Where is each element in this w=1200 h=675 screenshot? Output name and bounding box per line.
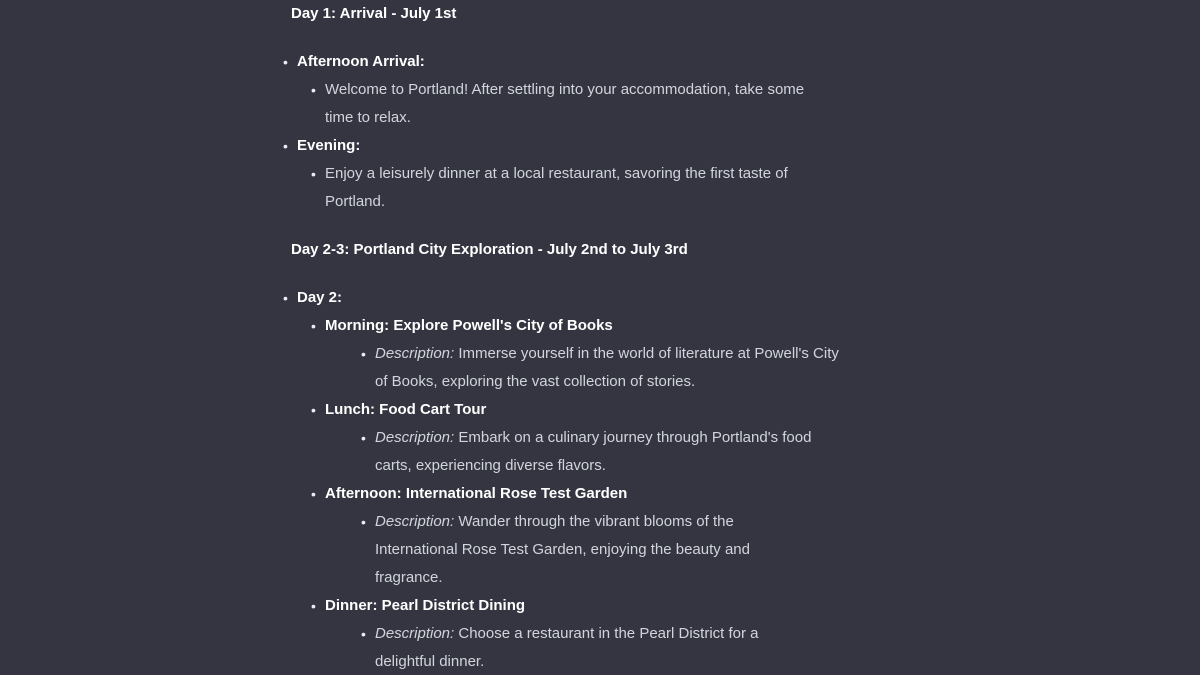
list-item [297,160,821,216]
description-list [325,424,821,480]
sub-list [297,160,821,216]
bullet-icon: • [311,486,316,502]
bullet-icon: • [311,402,316,418]
bullet-icon: • [311,166,316,182]
day2-label: Day 2: [297,289,343,306]
bullet-icon: • [311,82,316,98]
description-text [375,508,795,592]
description-label: Description: [375,429,455,446]
description-list [325,508,821,592]
list-item-evening [283,132,821,216]
description-label: Description: [375,345,455,362]
activity-title: Morning: Explore Powell's City of Books [325,317,613,334]
bullet-icon: • [283,290,288,306]
description-body: Choose a restaurant in the Pearl District for a delightful dinner. [375,625,759,670]
list-item-afternoon-arrival [283,48,821,132]
bullet-icon: • [311,598,316,614]
activity-morning [297,312,839,396]
activity-list [297,312,839,675]
description-list [325,340,839,396]
bullet-icon: • [283,138,288,154]
activity-afternoon [297,480,821,592]
day1-list [283,48,821,216]
activity-title: Afternoon: International Rose Test Garden [325,485,628,502]
item-title: Evening: [297,137,361,154]
activity-title: Dinner: Pearl District Dining [325,597,526,614]
description-item [325,508,821,592]
description-text [375,620,795,675]
day23-heading: Day 2-3: Portland City Exploration - July 2nd to July 3rd [291,241,688,258]
description-text [375,424,845,480]
description-list [325,620,821,675]
description-body: Wander through the vibrant blooms of the International Rose Test Garden, enjoying the beauty and fragrance. [375,513,750,586]
bullet-icon: • [361,430,366,446]
description-item [325,424,821,480]
day2-list [283,284,839,675]
list-item [297,76,821,132]
item-text: Welcome to Portland! After settling into your accommodation, take some time to relax. [325,81,805,126]
bullet-icon: • [283,54,288,70]
item-title: Afternoon Arrival: [297,53,425,70]
description-body: Immerse yourself in the world of literature at Powell's City of Books, exploring the vast collection of stories. [375,345,839,390]
list-item-day2 [283,284,839,675]
description-body: Embark on a culinary journey through Portland's food carts, experiencing diverse flavors. [375,429,812,474]
description-text [375,340,845,396]
sub-list [297,76,821,132]
bullet-icon: • [361,346,366,362]
activity-dinner [297,592,821,675]
activity-lunch [297,396,821,480]
itinerary-content [283,0,839,675]
description-item [325,340,839,396]
description-item [325,620,821,675]
bullet-icon: • [361,514,366,530]
item-text: Enjoy a leisurely dinner at a local restaurant, savoring the first taste of Portland. [325,165,788,210]
activity-title: Lunch: Food Cart Tour [325,401,487,418]
bullet-icon: • [311,318,316,334]
description-label: Description: [375,513,455,530]
description-label: Description: [375,625,455,642]
bullet-icon: • [361,626,366,642]
day1-heading: Day 1: Arrival - July 1st [291,5,457,22]
